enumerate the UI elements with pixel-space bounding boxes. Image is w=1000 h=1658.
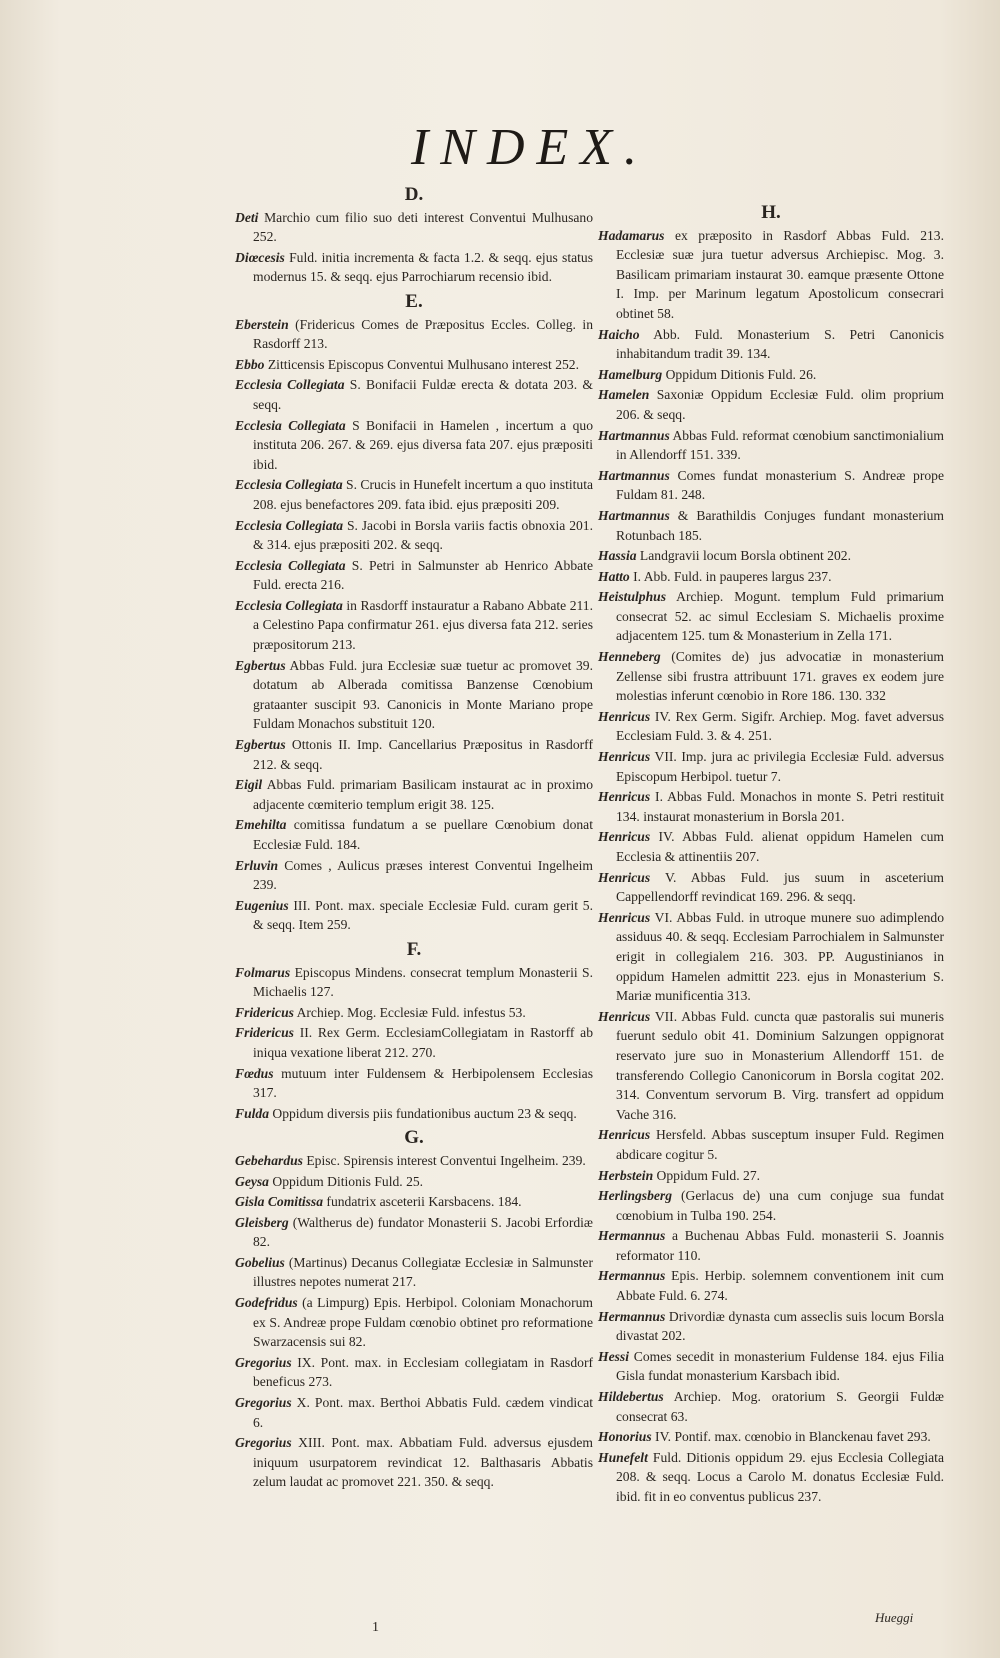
entry-headword: Egbertus <box>235 657 286 673</box>
entry-headword: Hartmannus <box>598 427 670 443</box>
entry-headword: Henricus <box>598 829 651 845</box>
entry-headword: Eugenius <box>235 897 289 913</box>
entry-text: Drivordiæ dynasta cum asseclis suis locum Borsla divastat 202. <box>616 1308 944 1344</box>
entry-headword: Diœcesis <box>235 249 285 265</box>
index-entry <box>598 1266 944 1305</box>
index-entry <box>598 546 944 566</box>
entry-headword: Ecclesia Collegiata <box>235 417 346 433</box>
entry-headword: Folmarus <box>235 964 291 980</box>
entry-text: (Waltherus de) fundator Monasterii S. Jacobi Erfordiæ 82. <box>253 1214 593 1250</box>
section-letter: H. <box>761 202 781 223</box>
entry-headword: Gregorius <box>235 1395 292 1411</box>
entry-text: VII. Abbas Fuld. cuncta quæ pastoralis sui muneris fuerunt sedulo obit 41. Dominium Salzungen oppignorat reservato jure suo in Monasterium Allendorff 151. de transferendo Collegio Canonicorum in Borsla cogitat 202. 314. Conventum servorum B. Virg. transfert ad oppidum Vache 316. <box>616 1008 944 1122</box>
index-entry <box>235 1253 593 1292</box>
index-entry <box>235 896 593 935</box>
index-entry <box>235 1003 593 1023</box>
index-entry <box>235 1172 593 1192</box>
entry-headword: Hermannus <box>598 1228 666 1244</box>
entry-text: mutuum inter Fuldensem & Herbipolensem Ecclesias 317. <box>253 1065 593 1101</box>
entry-text: Comes secedit in monasterium Fuldense 184. ejus Filia Gisla fundat monasterium Karsbach ibid. <box>616 1348 944 1384</box>
entry-text: V. Abbas Fuld. jus suum in asceterium Cappellendorff revindicat 169. 296. & seqq. <box>616 869 944 905</box>
index-entry <box>235 856 593 895</box>
entry-headword: Emehilta <box>235 817 287 833</box>
entry-text: (a Limpurg) Epis. Herbipol. Coloniam Monachorum ex S. Andreæ prope Fuldam cœnobio obtinet pro reformatione Swarzacensis sui 82. <box>253 1295 593 1350</box>
entry-text: IV. Pontif. max. cœnobio in Blanckenau favet 293. <box>651 1429 931 1445</box>
index-entry <box>598 647 944 706</box>
index-entry <box>235 1293 593 1352</box>
index-entry <box>235 1064 593 1103</box>
index-entry <box>235 516 593 555</box>
index-entry <box>235 735 593 774</box>
index-column-left <box>235 180 593 1493</box>
entry-text: Archiep. Mog. oratorium S. Georgii Fuldæ consecrat 63. <box>616 1389 944 1424</box>
entry-headword: Hermannus <box>598 1268 666 1284</box>
entry-headword: Henricus <box>598 1008 651 1024</box>
entry-headword: Hunefelt <box>598 1449 648 1465</box>
entry-text: IV. Abbas Fuld. alienat oppidum Hamelen cum Ecclesia & attinentiis 207. <box>616 829 944 864</box>
page-title: INDEX. <box>410 119 650 176</box>
entry-text: Ottonis II. Imp. Cancellarius Præpositus in Rasdorff 212. & seqq. <box>253 737 593 772</box>
entry-text: S. Jacobi in Borsla variis factis obnoxia 201. & 314. ejus præpositi 202. & seqq. <box>253 517 593 553</box>
index-entry <box>598 1186 944 1225</box>
index-entry <box>235 375 593 414</box>
entry-text: Abb. Fuld. Monasterium S. Petri Canonicis inhabitandum tradit 39. 134. <box>616 326 944 362</box>
entry-headword: Herlingsberg <box>598 1188 673 1204</box>
entry-headword: Egbertus <box>235 737 286 753</box>
entry-headword: Hessi <box>598 1348 629 1364</box>
entry-text: Oppidum Ditionis Fuld. 25. <box>268 1173 424 1189</box>
entry-headword: Gleisberg <box>235 1214 289 1230</box>
entry-text: fundatrix asceterii Karsbacens. 184. <box>323 1194 522 1210</box>
entry-headword: Hatto <box>598 568 630 584</box>
entry-headword: Henricus <box>598 909 651 925</box>
index-entry <box>235 556 593 595</box>
entry-headword: Henricus <box>598 789 651 805</box>
entry-text: VII. Imp. jura ac privilegia Ecclesiæ Fuld. adversus Episcopum Herbipol. tuetur 7. <box>616 749 944 784</box>
entry-headword: Hermannus <box>598 1308 666 1324</box>
entry-headword: Henricus <box>598 708 651 724</box>
entry-text: S. Crucis in Hunefelt incertum a quo instituta 208. ejus benefactores 209. fata ibid. ejus præpositi 209. <box>253 477 594 512</box>
index-entry <box>235 963 593 1002</box>
entry-headword: Heistulphus <box>598 589 666 605</box>
entry-text: Fuld. Ditionis oppidum 29. ejus Ecclesia Collegiata 208. & seqq. Locus a Carolo M. donatus Ecclesiæ Fuld. ibid. fit in eo conventus publicus 237. <box>616 1449 944 1504</box>
index-column-right <box>598 198 944 1508</box>
index-entry <box>598 1226 944 1265</box>
entry-text: Comes , Aulicus præses interest Conventui Ingelheim 239. <box>253 857 593 893</box>
entry-headword: Herbstein <box>598 1167 654 1183</box>
section-letter: F. <box>406 938 422 960</box>
entry-text: Fuld. initia incrementa & facta 1.2. & seqq. ejus status modernus 15. & seqq. ejus Parrochiarum recensio ibid. <box>253 249 593 285</box>
entry-text: S. Bonifacii Fuldæ erecta & dotata 203. & seqq. <box>253 377 593 412</box>
entry-headword: Fulda <box>235 1105 269 1121</box>
entry-headword: Ecclesia Collegiata <box>235 517 344 533</box>
entry-text: Landgravii locum Borsla obtinent 202. <box>636 548 851 564</box>
index-entry <box>598 1427 944 1447</box>
index-entry <box>598 1347 944 1386</box>
entry-headword: Hadamarus <box>598 227 665 243</box>
entry-text: Episcopus Mindens. consecrat templum Monasterii S. Michaelis 127. <box>253 964 593 1000</box>
index-entry <box>598 506 944 545</box>
index-entry <box>598 1387 944 1426</box>
entry-headword: Hartmannus <box>598 507 670 523</box>
index-entry <box>598 567 944 587</box>
entry-headword: Eigil <box>235 777 263 793</box>
entry-headword: Hamelburg <box>598 366 663 382</box>
section-letter: G. <box>404 1127 424 1149</box>
entry-headword: Geysa <box>235 1173 269 1189</box>
index-entry <box>598 325 944 364</box>
index-entry <box>598 827 944 866</box>
entry-text: a Buchenau Abbas Fuld. monasterii S. Joannis reformator 110. <box>616 1228 944 1263</box>
index-entry <box>235 815 593 854</box>
entry-text: Saxoniæ Oppidum Ecclesiæ Fuld. olim proprium 206. & seqq. <box>616 387 944 422</box>
index-entry <box>598 1125 944 1164</box>
entry-text: (Comites de) jus advocatiæ in monasterium Zellense sibi frustra attribuunt 171. graves ex eodem jure molestias inferunt cœnobio in Rore 186. 130. 332 <box>616 649 944 704</box>
entry-text: Episc. Spirensis interest Conventui Ingelheim. 239. <box>302 1152 586 1168</box>
entry-headword: Henneberg <box>598 649 661 665</box>
index-entry <box>235 1192 593 1212</box>
entry-headword: Henricus <box>598 1127 651 1143</box>
entry-headword: Erluvin <box>235 857 279 873</box>
entry-headword: Gobelius <box>235 1254 285 1270</box>
section-letter: D. <box>404 184 424 205</box>
index-entry <box>235 248 593 287</box>
entry-text: Epis. Herbip. solemnem conventionem init cum Abbate Fuld. 6. 274. <box>616 1268 944 1304</box>
entry-headword: Ecclesia Collegiata <box>235 377 345 393</box>
entry-text: X. Pont. max. Berthoi Abbatis Fuld. cædem vindicat 6. <box>253 1395 593 1430</box>
index-entry <box>235 1393 593 1432</box>
entry-headword: Gregorius <box>235 1435 292 1451</box>
entry-headword: Hassia <box>598 548 637 564</box>
index-entry <box>235 1104 593 1124</box>
entry-text: S. Petri in Salmunster ab Henrico Abbate Fuld. erecta 216. <box>253 557 593 593</box>
entry-text: I. Abb. Fuld. in pauperes largus 237. <box>629 568 832 584</box>
entry-headword: Honorius <box>598 1429 652 1445</box>
entry-headword: Ecclesia Collegiata <box>235 557 346 573</box>
index-entry <box>598 226 944 324</box>
index-entry <box>235 1213 593 1252</box>
entry-text: XIII. Pont. max. Abbatiam Fuld. adversus ejusdem iniquum usurpatorem revindicat 12. Balthasaris Abbatis zelum laudat ac promovet 221. 350. & seqq. <box>253 1435 593 1490</box>
entry-text: (Gerlacus de) una cum conjuge sua fundat cœnobium in Tulba 190. 254. <box>616 1188 944 1223</box>
entry-text: Abbas Fuld. jura Ecclesiæ suæ tuetur ac promovet 39. dotatum ab Alberada comitissa Banzense Cœnobium grataanter suscipit 93. Canonicis in Monte Mariano prope Fuldam Monachos substituit 120. <box>253 657 593 732</box>
index-entry <box>598 1448 944 1507</box>
index-entry <box>235 596 593 655</box>
entry-text: (Fridericus Comes de Præpositus Eccles. Colleg. in Rasdorff 213. <box>253 316 593 352</box>
entry-text: Oppidum diversis piis fundationibus auctum 23 & seqq. <box>269 1105 577 1121</box>
entry-text: comitissa fundatum a se puellare Cœnobium donat Ecclesiæ Fuld. 184. <box>253 817 593 852</box>
index-entry <box>598 1166 944 1186</box>
entry-headword: Gisla Comitissa <box>235 1194 324 1210</box>
entry-text: IV. Rex Germ. Sigifr. Archiep. Mog. favet adversus Ecclesiam Fuld. 3. & 4. 251. <box>616 708 944 744</box>
entry-text: Archiep. Mog. Ecclesiæ Fuld. infestus 53. <box>293 1004 526 1020</box>
entry-text: Hersfeld. Abbas susceptum insuper Fuld. Regimen abdicare cogitur 5. <box>616 1127 944 1162</box>
index-entry <box>598 868 944 907</box>
entry-text: Abbas Fuld. reformat cœnobium sanctimonialium in Allendorff 151. 339. <box>616 427 944 463</box>
entry-text: Zitticensis Episcopus Conventui Mulhusano interest 252. <box>264 356 579 372</box>
entry-text: in Rasdorff instauratur a Rabano Abbate 211. a Celestino Papa confirmatur 261. ejus diversa fata 212. series præpositorum 213. <box>253 597 593 653</box>
entry-headword: Gebehardus <box>235 1152 303 1168</box>
entry-headword: Hildebertus <box>598 1389 664 1405</box>
entry-headword: Hamelen <box>598 387 650 403</box>
index-entry <box>235 1433 593 1492</box>
entry-headword: Henricus <box>598 869 651 885</box>
index-entry <box>598 908 944 1006</box>
index-entry <box>235 1353 593 1392</box>
entry-headword: Haicho <box>598 326 640 342</box>
index-entry <box>235 208 593 247</box>
entry-headword: Fridericus <box>235 1004 294 1020</box>
index-entry <box>598 787 944 826</box>
entry-text: III. Pont. max. speciale Ecclesiæ Fuld. curam gerit 5. & seqq. Item 259. <box>253 897 593 933</box>
entry-text: II. Rex Germ. EcclesiamCollegiatam in Rastorff ab iniqua vexatione liberat 212. 270. <box>253 1025 593 1060</box>
entry-headword: Fœdus <box>235 1065 274 1081</box>
index-entry <box>598 385 944 424</box>
entry-text: S Bonifacii in Hamelen , incertum a quo instituta 206. 267. & 269. ejus diversa fata 207. ejus præpositi ibid. <box>253 417 593 472</box>
index-entry <box>598 1307 944 1346</box>
entry-headword: Deti <box>235 209 259 225</box>
index-entry <box>598 707 944 746</box>
entry-headword: Hartmannus <box>598 467 670 483</box>
entry-headword: Eberstein <box>235 316 289 332</box>
index-entry <box>598 466 944 505</box>
entry-text: IX. Pont. max. in Ecclesiam collegiatam in Rasdorf beneficus 273. <box>253 1354 593 1390</box>
index-entry <box>235 1023 593 1062</box>
index-entry <box>598 365 944 385</box>
entry-headword: Ecclesia Collegiata <box>235 597 343 613</box>
index-entry <box>235 315 593 354</box>
entry-text: Comes fundat monasterium S. Andreæ prope Fuldam 81. 248. <box>616 467 944 503</box>
index-entry <box>235 416 593 475</box>
entry-headword: Ebbo <box>235 356 265 372</box>
index-entry <box>598 426 944 465</box>
index-entry <box>598 747 944 786</box>
entry-text: Marchio cum filio suo deti interest Conventui Mulhusano 252. <box>253 209 593 245</box>
index-entry <box>235 656 593 734</box>
entry-headword: Ecclesia Collegiata <box>235 477 343 493</box>
index-entry <box>598 1007 944 1125</box>
entry-text: Abbas Fuld. primariam Basilicam instaurat ac in proximo adjacente cœmiterio templum erigit 38. 125. <box>253 777 593 812</box>
index-entry <box>235 1151 593 1171</box>
entry-headword: Godefridus <box>235 1295 298 1311</box>
entry-text: Oppidum Ditionis Fuld. 26. <box>662 366 817 382</box>
entry-text: (Martinus) Decanus Collegiatæ Ecclesiæ in Salmunster illustres nepotes numerat 217. <box>253 1254 593 1290</box>
entry-headword: Gregorius <box>235 1354 292 1370</box>
entry-text: I. Abbas Fuld. Monachos in monte S. Petri restituit 134. instaurat monasterium in Borsla 201. <box>616 789 944 824</box>
entry-text: VI. Abbas Fuld. in utroque munere suo adimplendo assiduus 40. & seqq. Ecclesiam Parrochialem in Salmunster erigit in collegialem 216. 303. PP. Augustinianos in oppidum Hamelen admittit 223. ejus in Monasterium S. Mariæ munificentia 313. <box>616 909 944 1004</box>
section-letter: E. <box>405 290 423 312</box>
bottom-mark: 1 <box>372 1620 379 1635</box>
catchword: Hueggi <box>875 1610 914 1625</box>
entry-headword: Henricus <box>598 749 651 765</box>
index-entry <box>235 355 593 375</box>
entry-text: ex præposito in Rasdorf Abbas Fuld. 213. Ecclesiæ suæ jura tuetur adversus Archiepisc. Mog. 3. Basilicam primariam instaurat 30. eamque præsente Ottone I. Imp. per Marinum legatum Apostolicum consecrari obtinet 58. <box>616 227 944 321</box>
entry-text: Archiep. Mogunt. templum Fuld primarium consecrat 52. ac simul Ecclesiam S. Michaelis proxime adjacentem 125. tum & Monasterium in Zella 171. <box>616 589 944 644</box>
entry-headword: Fridericus <box>235 1025 294 1041</box>
index-entry <box>598 587 944 646</box>
index-entry <box>235 775 593 814</box>
entry-text: Oppidum Fuld. 27. <box>653 1167 761 1183</box>
entry-text: & Barathildis Conjuges fundant monasterium Rotunbach 185. <box>616 507 944 543</box>
index-entry <box>235 475 593 514</box>
